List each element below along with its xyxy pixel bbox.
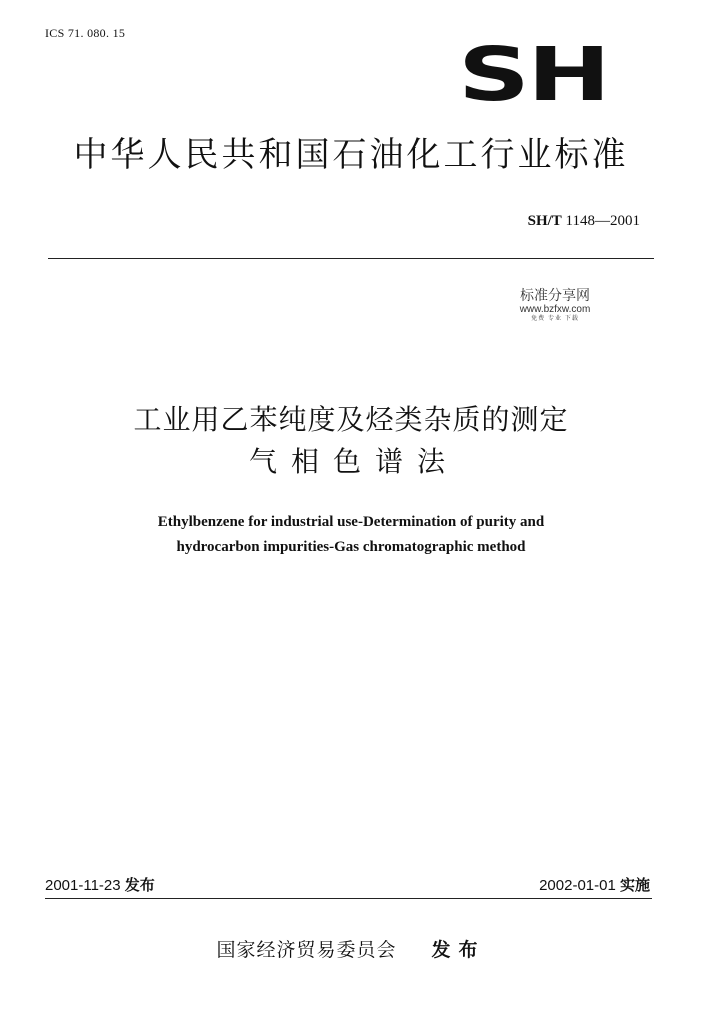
implementation-date [539,874,650,895]
standard-number [528,213,640,230]
document-title-en [0,510,702,560]
issue-date [45,874,155,895]
watermark-line-1: 标准分享网 [520,288,590,304]
issue-label: 发布 [124,877,155,894]
document-title-en-line-2: hydrocarbon impurities-Gas chromatographic method [176,539,526,555]
issue-date-value: 2001-11-23 [45,877,121,894]
issuer-name: 国家经济贸易委员会 [216,939,397,961]
bottom-divider [45,898,652,899]
document-title-en-line-1: Ethylbenzene for industrial use-Determination of purity and [157,514,545,530]
sh-logo-text: SH [458,32,609,118]
issuer-publish-label: 发布 [431,939,486,961]
implementation-date-value: 2002-01-01 [539,877,616,894]
watermark-line-3: 免费 专业 下载 [531,315,579,322]
top-divider [48,258,654,259]
sh-logo [458,32,609,118]
standard-prefix: SH/T [527,213,562,229]
watermark-stamp [505,288,605,323]
ics-code: ICS 71. 080. 15 [45,26,126,40]
watermark-line-2: www.bzfxw.com [519,304,591,315]
document-title-cn-line-1: 工业用乙苯纯度及烃类杂质的测定 [133,403,569,436]
document-title-cn-line-2: 气相色谱法 [248,445,459,478]
implementation-label: 实施 [619,877,650,894]
standard-code: 1148—2001 [565,213,640,229]
standard-category-title: 中华人民共和国石油化工行业标准 [73,135,629,175]
issuer [0,935,702,962]
